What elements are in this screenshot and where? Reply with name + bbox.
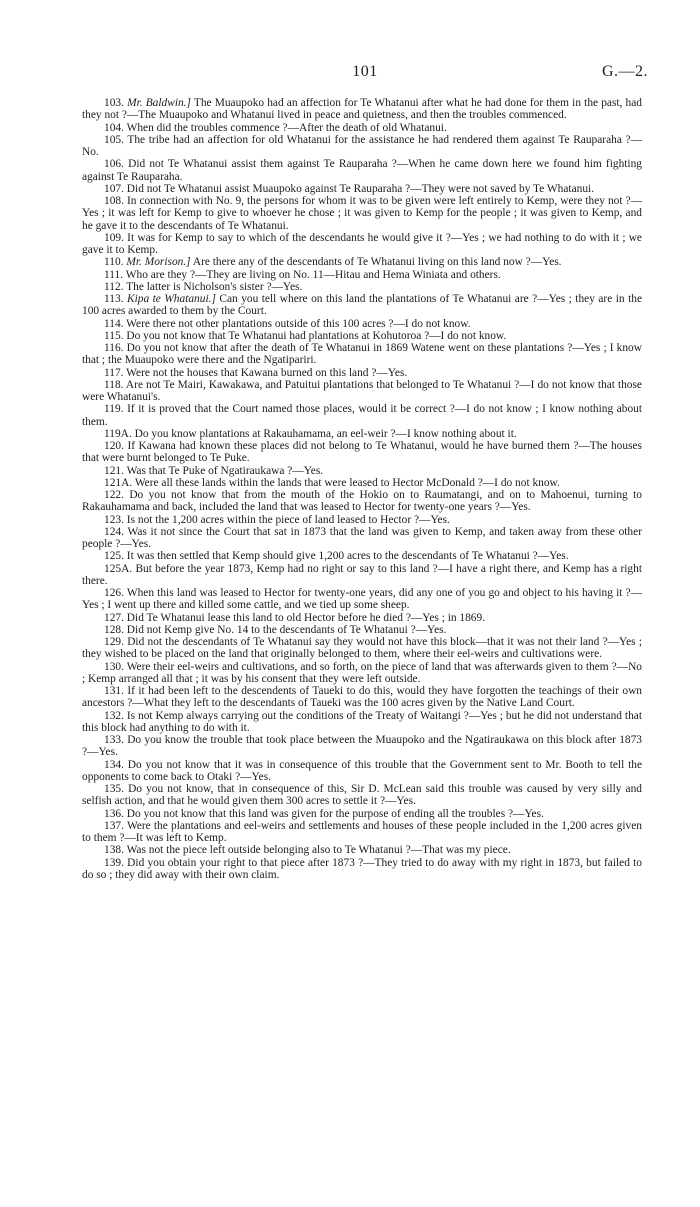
question-number: 137.: [104, 819, 124, 832]
question-paragraph: [82, 563, 642, 588]
question-number: 106.: [104, 158, 124, 171]
question-number: 129.: [104, 636, 124, 648]
document-body: [82, 97, 642, 881]
question-number: 133.: [104, 734, 124, 746]
question-text: It was then settled that Kemp should give 1,200 acres to the descendants of Te Whatanui ?—Yes.: [126, 550, 569, 563]
question-paragraph: [82, 710, 642, 735]
question-number: 110.: [104, 256, 124, 269]
question-text: When this land was leased to Hector for twenty-one years, did any one of you go and object to his having it ?—Yes ; I went up there and killed some cattle, and we tied up some sheep.: [82, 587, 642, 612]
question-text: Were the plantations and eel-weirs and settlements and houses of these people included in the 1,200 acres given to them ?—It was left to Kemp.: [82, 819, 642, 844]
question-paragraph: [82, 379, 642, 404]
question-paragraph: [82, 367, 642, 379]
question-paragraph: [82, 820, 642, 845]
question-text: Were not the houses that Kawana burned on this land ?—Yes.: [126, 366, 408, 379]
question-number: 130.: [104, 660, 124, 673]
question-text: The latter is Nicholson's sister ?—Yes.: [126, 280, 303, 293]
question-number: 136.: [104, 807, 124, 820]
question-paragraph: [82, 97, 642, 122]
question-text: Do you not know that Te Whatanui had plantations at Kohutoroa ?—I do not know.: [126, 329, 507, 342]
question-paragraph: [82, 734, 642, 759]
question-paragraph: [82, 685, 642, 710]
question-paragraph: [82, 612, 642, 624]
question-paragraph: [82, 587, 642, 612]
question-paragraph: [82, 526, 642, 551]
question-paragraph: [82, 281, 642, 293]
question-text: If it had been left to the descendents of Taueki to do this, would they have forgotten the teachings of their own ancestors ?—What they left to the descendants of Taueki was the 100 acres given by the Native Land Court.: [82, 685, 642, 710]
question-text: It was for Kemp to say to which of the descendants he would give it ?—Yes ; we had nothing to do with it ; we gave it to Kemp.: [82, 231, 642, 256]
question-paragraph: [82, 661, 642, 686]
question-number: 114.: [104, 317, 124, 330]
question-text: Do you not know that this land was given for the purpose of ending all the troubles ?—Yes.: [126, 807, 544, 820]
question-text: If Kawana had known these places did not belong to Te Whatanui, would he have burned them ?—The houses that were burnt belonged to Te Puke.: [82, 440, 642, 465]
question-paragraph: [82, 232, 642, 257]
question-text: Did you obtain your right to that piece after 1873 ?—They tried to do away with my right in 1873, but failed to do so ; they did away with their own claim.: [82, 856, 642, 881]
question-text: Did not Kemp give No. 14 to the descendants of Te Whatanui ?—Yes.: [126, 623, 447, 636]
question-paragraph: [82, 465, 642, 477]
question-number: 111.: [104, 268, 124, 281]
question-number: 107.: [104, 182, 124, 195]
question-paragraph: [82, 256, 642, 268]
question-paragraph: [82, 489, 642, 514]
question-paragraph: [82, 330, 642, 342]
question-text: Did not the descendants of Te Whatanui say they would not have this block—that it was not their land ?—Yes ; they wished to be placed on the land that originally belonged to them, where their eel-weirs and cultivations were.: [82, 636, 642, 661]
question-text: Do you not know that after the death of Te Whatanui in 1869 Watene went on these plantations ?—Yes ; I know that ; the Muaupoko were there and the Ngatipariri.: [82, 342, 642, 367]
question-text: The Muaupoko had an affection for Te Whatanui after what he had done for them in the past, had they not ?—The Muaupoko and Whatanui lived in peace and quietness, and then the troubles commenced.: [82, 97, 642, 122]
question-text: Do you know the trouble that took place between the Muaupoko and the Ngatiraukawa on this block after 1873 ?—Yes.: [82, 734, 642, 759]
question-paragraph: [82, 318, 642, 330]
speaker-name: Mr. Morison.]: [126, 256, 191, 269]
question-text: Do you not know, that in consequence of this, Sir D. McLean said this trouble was caused by very silly and selfish action, and that he would given them 300 acres to settle it ?—Yes.: [82, 783, 642, 808]
question-number: 123.: [104, 513, 124, 526]
question-text: Were there not other plantations outside of this 100 acres ?—I do not know.: [126, 317, 471, 330]
question-text: Do you know plantations at Rakauhamama, an eel-weir ?—I know nothing about it.: [134, 427, 517, 440]
question-text: Was it not since the Court that sat in 1873 that the land was given to Kemp, and taken away from these other people ?—Yes.: [82, 525, 642, 550]
question-number: 121.: [104, 464, 124, 477]
question-text: In connection with No. 9, the persons for whom it was to be given were left entirely to Kemp, were they not ?—Yes ; it was left for Kemp to give to whoever he chose ; it was given to Kemp for the people ; it was given to Kemp, and he gave it to the descendants of Te Whatanui.: [82, 195, 642, 232]
speaker-name: Mr. Baldwin.]: [127, 97, 191, 109]
question-text: Were their eel-weirs and cultivations, and so forth, on the piece of land that was afterwards given to them ?—No ; Kemp arranged all that ; it was by his consent that they were left outside.: [82, 660, 642, 685]
question-text: Were all these lands within the lands that were leased to Hector McDonald ?—I do not know.: [134, 476, 560, 489]
question-paragraph: [82, 477, 642, 489]
question-text: Do you not know that it was in consequence of this trouble that the Government sent to Mr. Booth to tell the opponents to come back to Otaki ?—Yes.: [82, 758, 642, 783]
question-text: Was not the piece left outside belonging also to Te Whatanui ?—That was my piece.: [126, 844, 511, 857]
question-number: 115.: [104, 329, 124, 342]
question-text: Who are they ?—They are living on No. 11—Hitau and Hema Winiata and others.: [125, 268, 501, 281]
question-number: 120.: [104, 440, 124, 452]
question-number: 127.: [104, 611, 124, 624]
question-number: 112.: [104, 280, 124, 293]
question-number: 122.: [104, 489, 124, 501]
question-paragraph: [82, 844, 642, 856]
question-text: When did the troubles commence ?—After the death of old Whatanui.: [126, 121, 447, 134]
question-number: 119.: [104, 403, 124, 416]
question-number: 108.: [104, 195, 124, 207]
question-number: 116.: [104, 342, 124, 354]
question-paragraph: [82, 440, 642, 465]
question-paragraph: [82, 342, 642, 367]
question-number: 125.: [104, 550, 124, 563]
question-text: The tribe had an affection for old Whatanui for the assistance he had rendered them against Te Rauparaha ?—No.: [82, 133, 642, 158]
question-paragraph: [82, 158, 642, 183]
question-number: 124.: [104, 525, 124, 538]
question-paragraph: [82, 783, 642, 808]
question-number: 139.: [104, 856, 124, 869]
question-text: If it is proved that the Court named those places, would it be correct ?—I do not know ; I know nothing about them.: [82, 403, 642, 428]
question-paragraph: [82, 857, 642, 882]
question-paragraph: [82, 403, 642, 428]
question-text: Is not the 1,200 acres within the piece of land leased to Hector ?—Yes.: [126, 513, 450, 526]
question-number: 131.: [104, 685, 124, 697]
question-number: 126.: [104, 587, 124, 599]
question-number: 132.: [104, 709, 124, 722]
question-paragraph: [82, 183, 642, 195]
question-number: 103.: [104, 97, 124, 109]
question-number: 113.: [104, 293, 124, 305]
question-paragraph: [82, 636, 642, 661]
question-number: 135.: [104, 783, 124, 795]
question-paragraph: [82, 428, 642, 440]
question-text: Is not Kemp always carrying out the conditions of the Treaty of Waitangi ?—Yes ; but he did not understand that this block had anything to do with it.: [82, 709, 642, 734]
question-paragraph: [82, 134, 642, 159]
question-text: Did not Te Whatanui assist Muaupoko against Te Rauparaha ?—They were not saved by Te Whatanui.: [126, 182, 595, 195]
question-text: But before the year 1873, Kemp had no right or say to this land ?—I have a right there, and Kemp has a right there.: [82, 562, 642, 587]
question-text: Was that Te Puke of Ngatiraukawa ?—Yes.: [126, 464, 324, 477]
question-number: 117.: [104, 366, 124, 379]
question-paragraph: [82, 514, 642, 526]
question-text: Are not Te Mairi, Kawakawa, and Patuitui plantations that belonged to Te Whatanui ?—I do not know that those were Whatanui's.: [82, 378, 642, 403]
question-text: Did Te Whatanui lease this land to old Hector before he died ?—Yes ; in 1869.: [126, 611, 486, 624]
question-paragraph: [82, 759, 642, 784]
question-text: Did not Te Whatanui assist them against Te Rauparaha ?—When he came down here we found him fighting against Te Rauparaha.: [82, 158, 642, 183]
question-paragraph: [82, 122, 642, 134]
page-header: [82, 63, 648, 83]
question-number: 128.: [104, 623, 124, 636]
question-number: 138.: [104, 844, 124, 857]
question-number: 134.: [104, 758, 124, 771]
question-paragraph: [82, 195, 642, 232]
question-text: Can you tell where on this land the plantations of Te Whatanui are ?—Yes ; they are in the 100 acres awarded to them by the Court.: [82, 293, 642, 318]
speaker-name: Kipa te Whatanui.]: [127, 293, 216, 305]
question-number: 109.: [104, 231, 124, 244]
question-number: 125A.: [104, 562, 133, 575]
document-reference: G.—2.: [601, 63, 648, 80]
question-text: Are there any of the descendants of Te Whatanui living on this land now ?—Yes.: [190, 256, 562, 269]
question-paragraph: [82, 293, 642, 318]
question-paragraph: [82, 808, 642, 820]
question-text: Do you not know that from the mouth of the Hokio on to Raumatangi, and on to Mahoenui, turning to Rakauhamama and back, included the land that was leased to Hector for twenty-one years ?—Yes.: [82, 489, 642, 514]
question-number: 105.: [104, 133, 124, 146]
question-number: 121A.: [104, 476, 133, 489]
question-number: 104.: [104, 121, 124, 134]
question-paragraph: [82, 624, 642, 636]
question-number: 119A.: [104, 427, 132, 440]
page-number: 101: [352, 63, 378, 80]
question-number: 118.: [104, 378, 124, 391]
question-paragraph: [82, 269, 642, 281]
question-paragraph: [82, 550, 642, 562]
